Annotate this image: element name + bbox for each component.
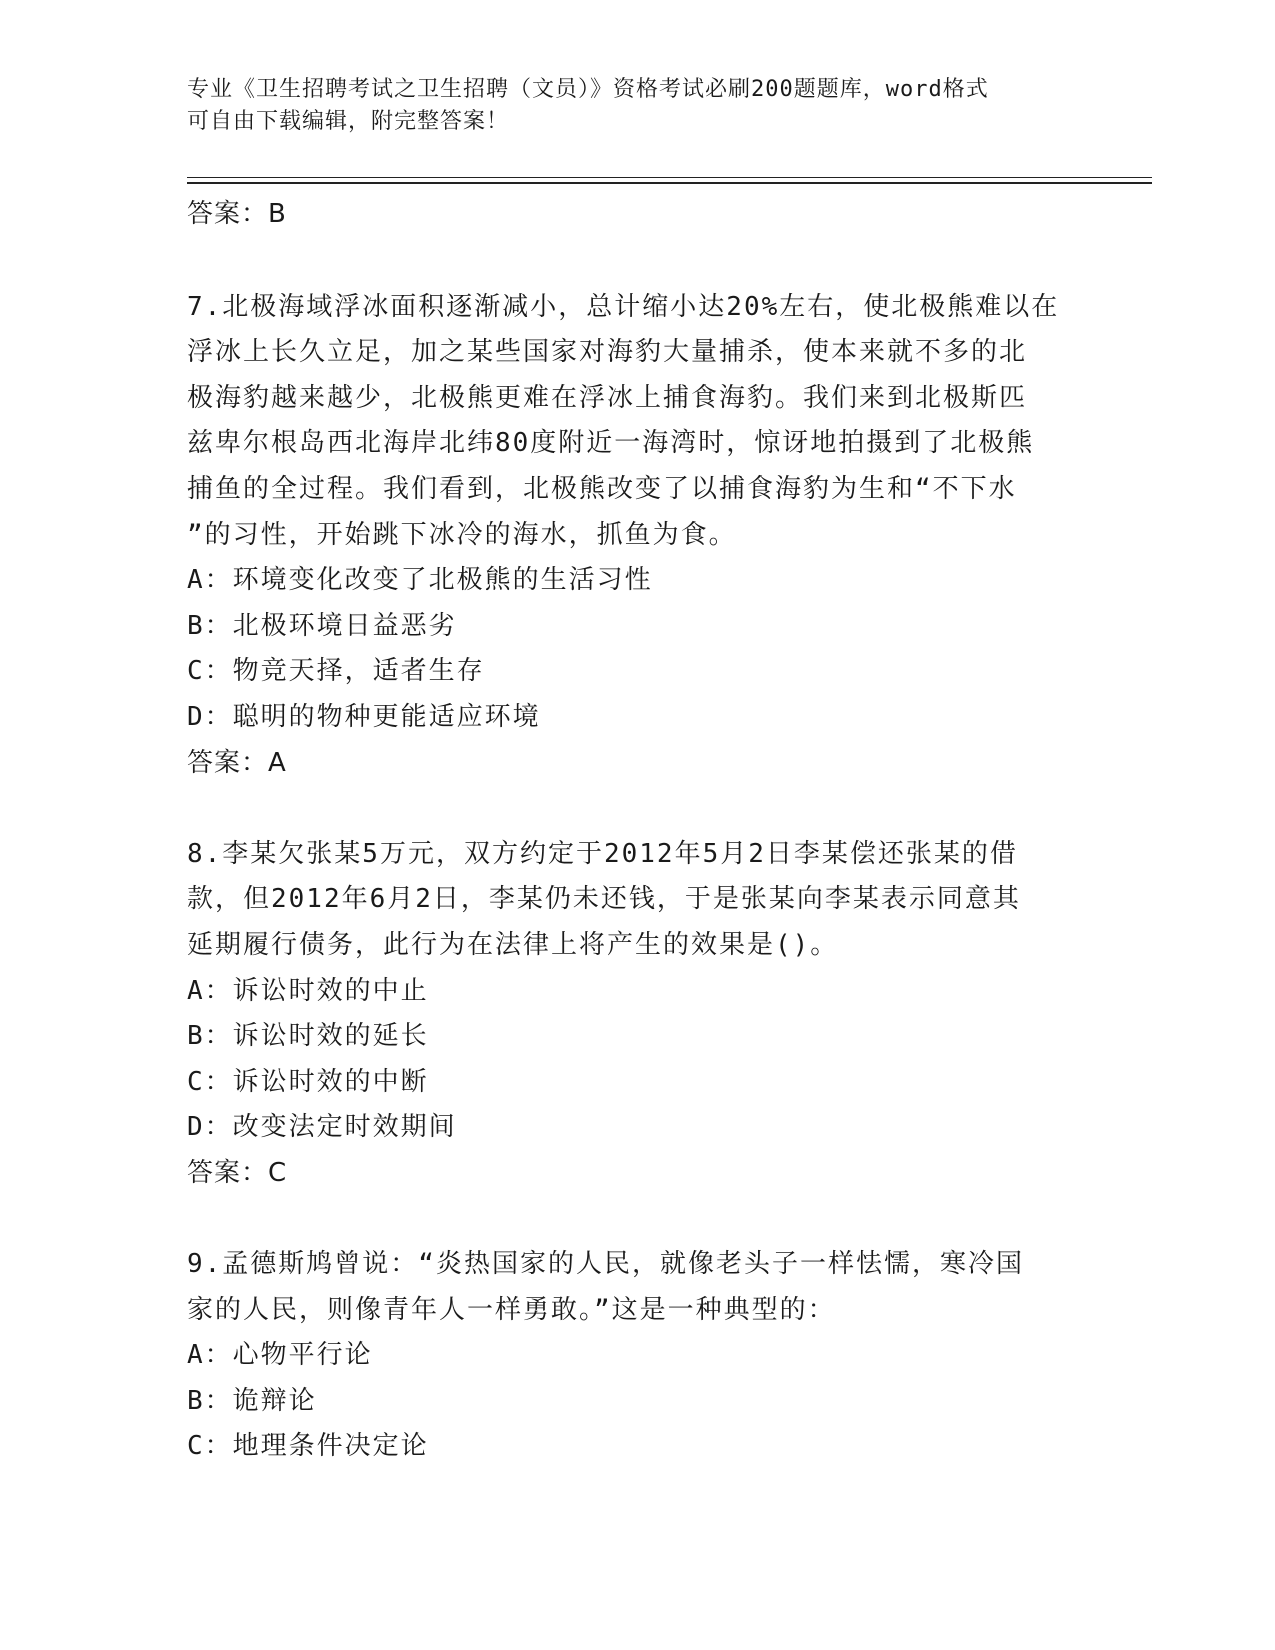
question-8-answer: 答案：C bbox=[187, 1157, 288, 1188]
question-7-stem-line: 捕鱼的全过程。我们看到，北极熊改变了以捕食海豹为生和“不下水 bbox=[187, 473, 1017, 504]
question-8-option-b: B：诉讼时效的延长 bbox=[187, 1021, 429, 1052]
question-7-option-d: D：聪明的物种更能适应环境 bbox=[187, 701, 541, 732]
question-9-stem-line: 9.孟德斯鸠曾说：“炎热国家的人民，就像老头子一样怯懦，寒冷国 bbox=[187, 1249, 1024, 1280]
question-block-8 bbox=[187, 832, 1087, 1197]
question-9-option-c: C：地理条件决定论 bbox=[187, 1431, 429, 1462]
document-body bbox=[187, 192, 1087, 1470]
question-block-9 bbox=[187, 1242, 1087, 1470]
question-9-option-b: B：诡辩论 bbox=[187, 1385, 317, 1416]
question-7-stem-line: 极海豹越来越少，北极熊更难在浮冰上捕食海豹。我们来到北极斯匹 bbox=[187, 382, 1028, 413]
question-8-option-d: D：改变法定时效期间 bbox=[187, 1112, 457, 1143]
spacer bbox=[187, 786, 1087, 832]
question-7-option-c: C：物竞天择，适者生存 bbox=[187, 656, 485, 687]
question-7-option-b: B：北极环境日益恶劣 bbox=[187, 610, 457, 641]
question-7-answer: 答案：A bbox=[187, 747, 287, 778]
question-7-stem-line: 7.北极海域浮冰面积逐渐减小，总计缩小达20%左右，使北极熊难以在 bbox=[187, 291, 1060, 322]
question-7-option-a: A：环境变化改变了北极熊的生活习性 bbox=[187, 565, 653, 596]
question-7-stem-line: 浮冰上长久立足，加之某些国家对海豹大量捕杀，使本来就不多的北 bbox=[187, 337, 1028, 368]
question-8-stem-line: 款，但2012年6月2日，李某仍未还钱，于是张某向李某表示同意其 bbox=[187, 884, 1021, 915]
question-8-stem-line: 延期履行债务，此行为在法律上将产生的效果是()。 bbox=[187, 929, 839, 960]
question-9-stem-line: 家的人民，则像青年人一样勇敢。”这是一种典型的： bbox=[187, 1294, 836, 1325]
question-8-option-c: C：诉讼时效的中断 bbox=[187, 1066, 429, 1097]
spacer bbox=[187, 238, 1087, 285]
question-block-7 bbox=[187, 285, 1087, 787]
previous-answer: 答案：B bbox=[187, 199, 287, 229]
question-7-stem-line: ”的习性，开始跳下冰冷的海水，抓鱼为食。 bbox=[187, 519, 737, 550]
question-9-option-a: A：心物平行论 bbox=[187, 1340, 373, 1371]
header-line-1: 专业《卫生招聘考试之卫生招聘（文员）》资格考试必刷200题题库，word格式 bbox=[187, 77, 989, 102]
header-divider-thin bbox=[187, 177, 1152, 178]
question-7-stem-line: 兹卑尔根岛西北海岸北纬80度附近一海湾时，惊讶地拍摄到了北极熊 bbox=[187, 428, 1035, 459]
document-header bbox=[187, 74, 1087, 138]
spacer bbox=[187, 1196, 1087, 1242]
header-divider-thick bbox=[187, 182, 1152, 184]
question-8-option-a: A：诉讼时效的中止 bbox=[187, 975, 429, 1006]
header-line-2: 可自由下载编辑，附完整答案！ bbox=[187, 109, 510, 134]
question-8-stem-line: 8.李某欠张某5万元，双方约定于2012年5月2日李某偿还张某的借 bbox=[187, 838, 1018, 869]
